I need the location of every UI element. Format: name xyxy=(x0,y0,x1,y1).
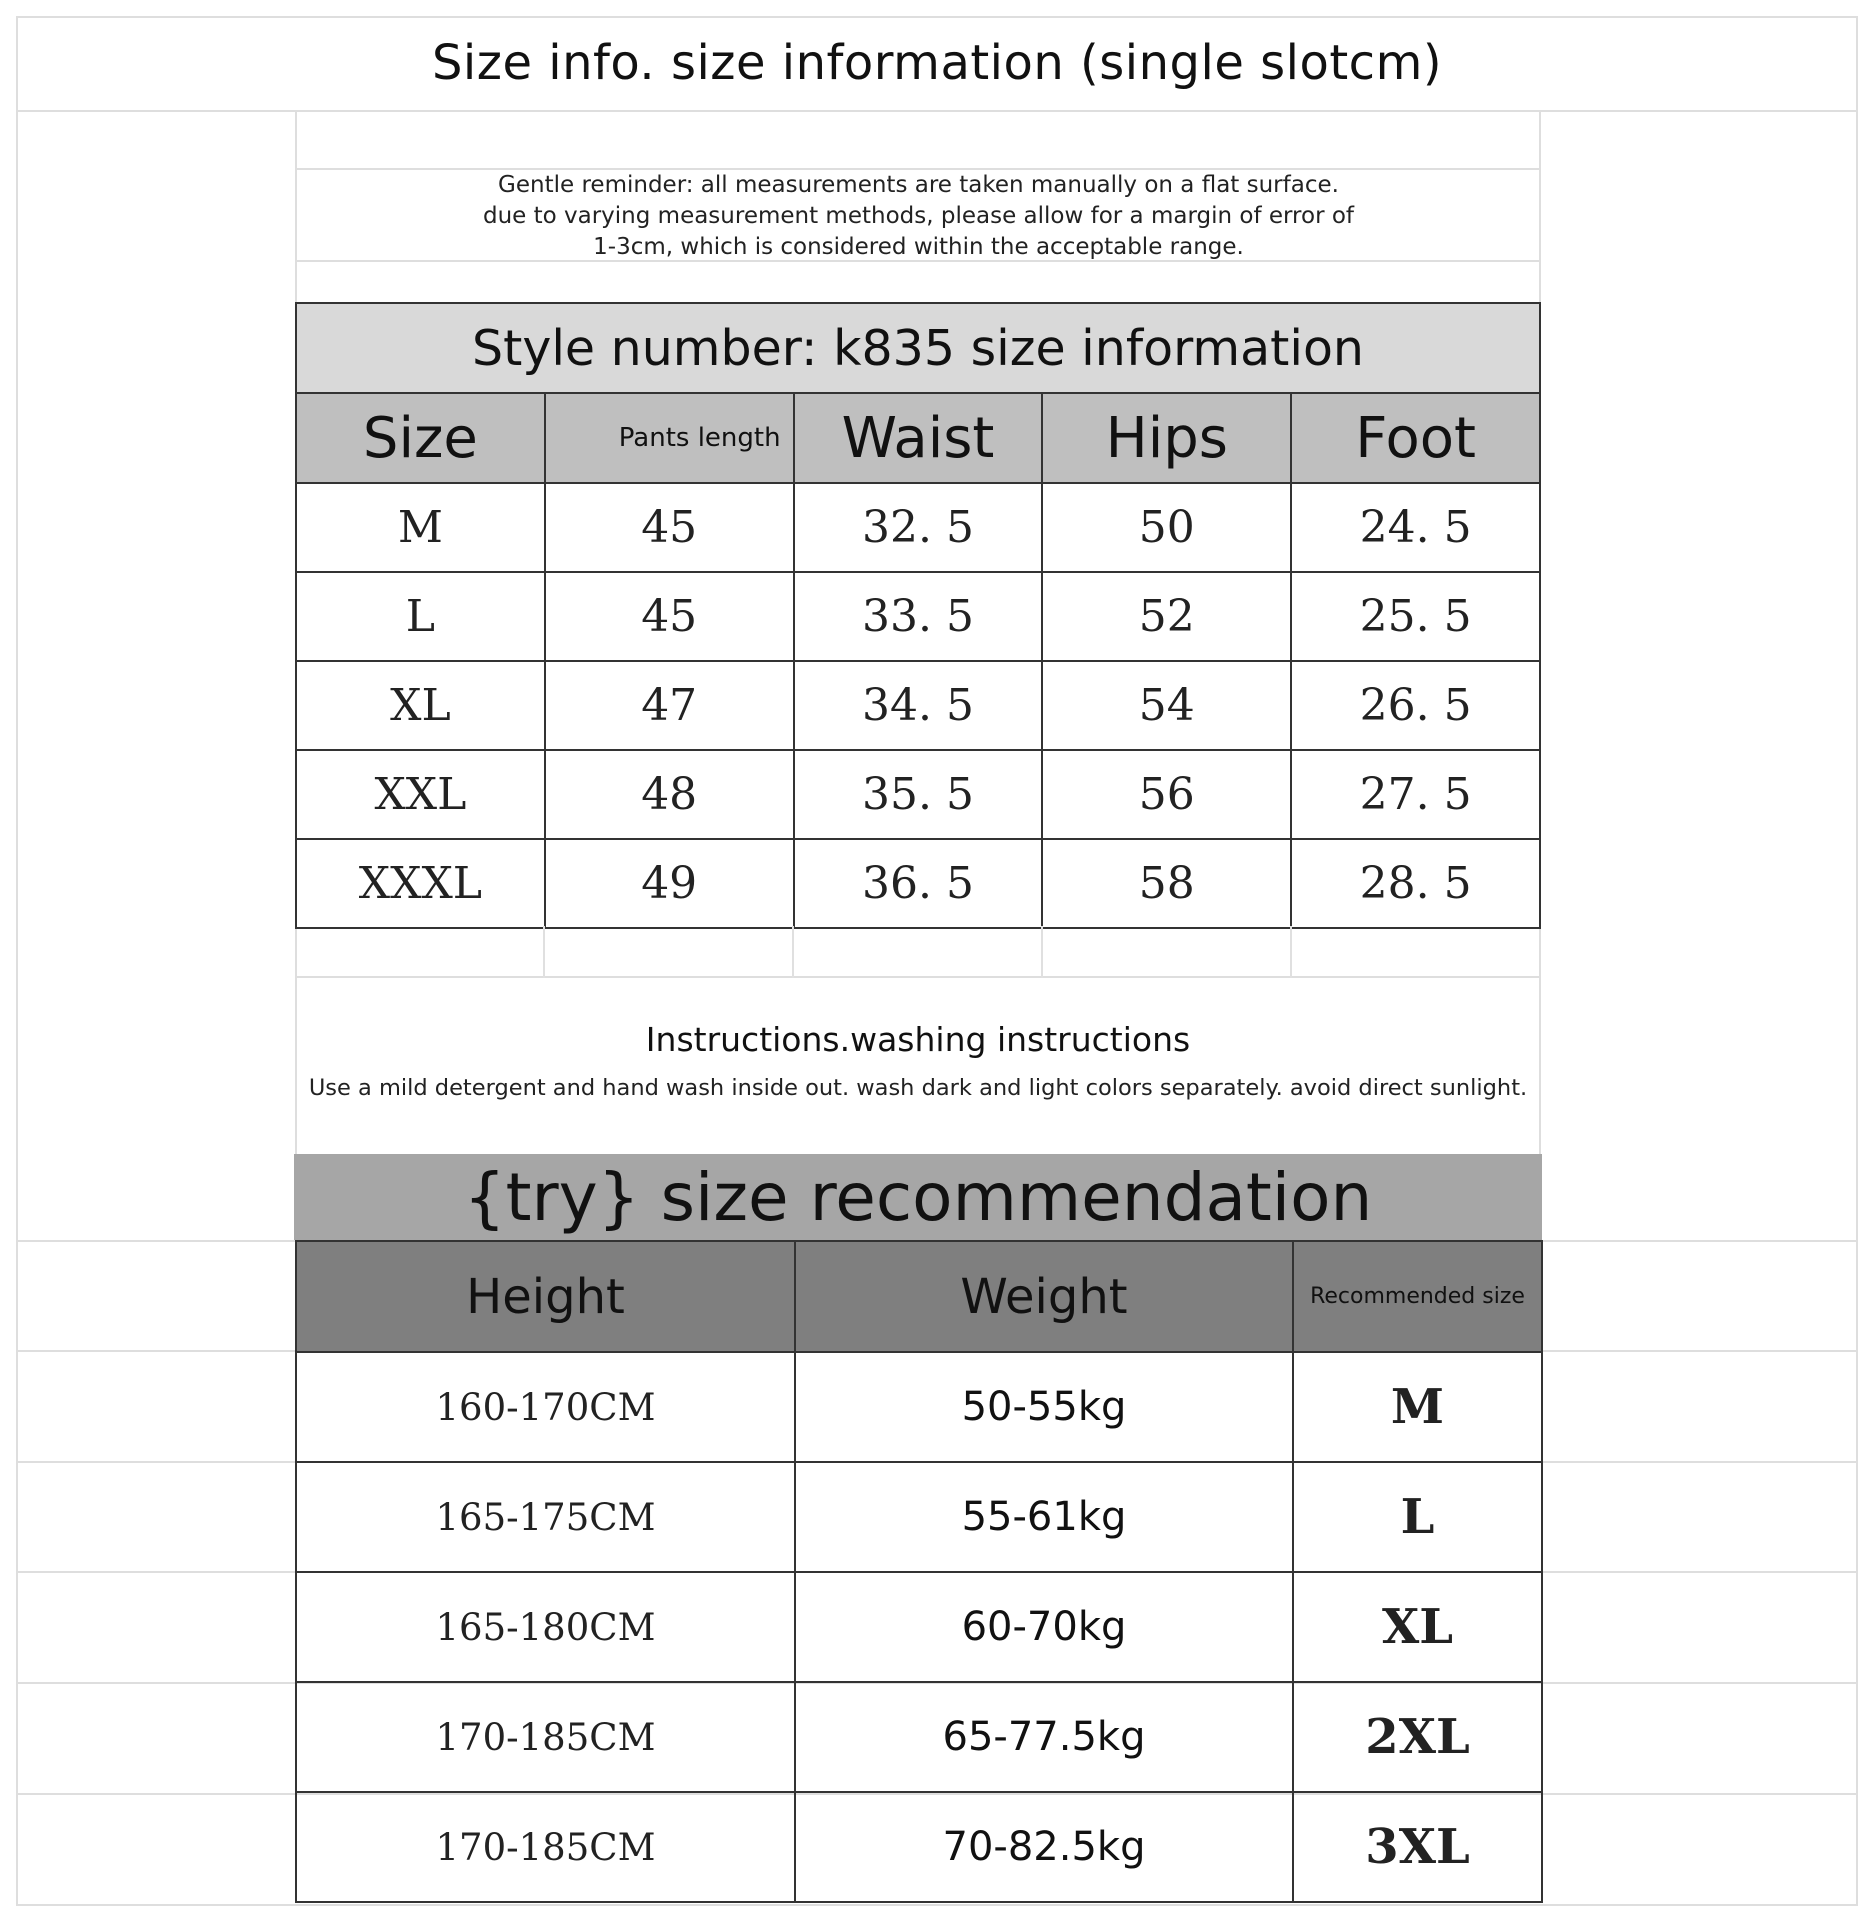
pants-length-cell: 45 xyxy=(545,483,794,572)
header-size: Size xyxy=(296,393,545,483)
waist-cell: 35. 5 xyxy=(794,750,1043,839)
weight-cell: 60-70kg xyxy=(795,1572,1293,1682)
hips-cell: 58 xyxy=(1042,839,1291,928)
weight-cell: 55-61kg xyxy=(795,1462,1293,1572)
spacer-divider xyxy=(1041,926,1043,978)
size-cell: L xyxy=(296,572,545,661)
header-height: Height xyxy=(296,1241,795,1352)
foot-cell: 27. 5 xyxy=(1291,750,1540,839)
reminder-line: due to varying measurement methods, please allow for a margin of error of xyxy=(482,203,1355,229)
size-cell: XXXL xyxy=(296,839,545,928)
empty-spacer-row xyxy=(295,926,1541,978)
weight-cell: 70-82.5kg xyxy=(795,1792,1293,1902)
grid-line xyxy=(16,1904,1858,1906)
pants-length-cell: 49 xyxy=(545,839,794,928)
grid-line xyxy=(1856,16,1858,1904)
pants-length-cell: 45 xyxy=(545,572,794,661)
size-table xyxy=(295,302,1541,929)
height-cell: 160-170CM xyxy=(296,1352,795,1462)
foot-cell: 24. 5 xyxy=(1291,483,1540,572)
height-cell: 165-180CM xyxy=(296,1572,795,1682)
height-cell: 170-185CM xyxy=(296,1792,795,1902)
header-waist: Waist xyxy=(794,393,1043,483)
recommendation-header-row xyxy=(296,1241,1542,1352)
size-table-caption: Style number: k835 size information xyxy=(296,303,1540,393)
spacer-divider xyxy=(543,926,545,978)
waist-cell: 34. 5 xyxy=(794,661,1043,750)
washing-text: Use a mild detergent and hand wash inside out. wash dark and light colors separately. avoid direct sunlight. xyxy=(308,1075,1528,1101)
hips-cell: 56 xyxy=(1042,750,1291,839)
recommended-size-cell: L xyxy=(1293,1462,1542,1572)
recommended-size-cell: 3XL xyxy=(1293,1792,1542,1902)
table-row xyxy=(296,483,1540,572)
recommended-size-cell: XL xyxy=(1293,1572,1542,1682)
recommendation-table xyxy=(295,1240,1543,1903)
recommended-size-cell: 2XL xyxy=(1293,1682,1542,1792)
size-cell: M xyxy=(296,483,545,572)
pants-length-cell: 48 xyxy=(545,750,794,839)
table-row xyxy=(296,1352,1542,1462)
spacer-divider xyxy=(792,926,794,978)
reminder-line: Gentle reminder: all measurements are taken manually on a flat surface. xyxy=(498,172,1339,198)
pants-length-cell: 47 xyxy=(545,661,794,750)
header-pants-length: Pants length xyxy=(545,393,794,483)
table-row xyxy=(296,661,1540,750)
table-row xyxy=(296,1682,1542,1792)
size-table-header-row xyxy=(296,393,1540,483)
table-row xyxy=(296,572,1540,661)
foot-cell: 26. 5 xyxy=(1291,661,1540,750)
weight-cell: 50-55kg xyxy=(795,1352,1293,1462)
height-cell: 170-185CM xyxy=(296,1682,795,1792)
waist-cell: 32. 5 xyxy=(794,483,1043,572)
spacer-divider xyxy=(1290,926,1292,978)
waist-cell: 33. 5 xyxy=(794,572,1043,661)
waist-cell: 36. 5 xyxy=(794,839,1043,928)
washing-title: Instructions.washing instructions xyxy=(645,1020,1191,1059)
reminder-line: 1-3cm, which is considered within the acceptable range. xyxy=(593,234,1244,260)
hips-cell: 50 xyxy=(1042,483,1291,572)
size-table-caption-row xyxy=(296,303,1540,393)
table-row xyxy=(296,1572,1542,1682)
recommended-size-cell: M xyxy=(1293,1352,1542,1462)
table-row xyxy=(296,1462,1542,1572)
foot-cell: 28. 5 xyxy=(1291,839,1540,928)
header-hips: Hips xyxy=(1042,393,1291,483)
grid-line xyxy=(16,110,1858,112)
header-recommended-size: Recommended size xyxy=(1293,1241,1542,1352)
grid-line xyxy=(16,16,18,1904)
size-cell: XXL xyxy=(296,750,545,839)
header-weight: Weight xyxy=(795,1241,1293,1352)
recommendation-banner: {try} size recommendation xyxy=(294,1154,1542,1240)
measurement-reminder xyxy=(296,170,1541,263)
page-title: Size info. size information (single slotcm) xyxy=(431,35,1443,91)
header-foot: Foot xyxy=(1291,393,1540,483)
table-row xyxy=(296,750,1540,839)
size-cell: XL xyxy=(296,661,545,750)
foot-cell: 25. 5 xyxy=(1291,572,1540,661)
hips-cell: 54 xyxy=(1042,661,1291,750)
table-row xyxy=(296,1792,1542,1902)
table-row xyxy=(296,839,1540,928)
weight-cell: 65-77.5kg xyxy=(795,1682,1293,1792)
height-cell: 165-175CM xyxy=(296,1462,795,1572)
hips-cell: 52 xyxy=(1042,572,1291,661)
